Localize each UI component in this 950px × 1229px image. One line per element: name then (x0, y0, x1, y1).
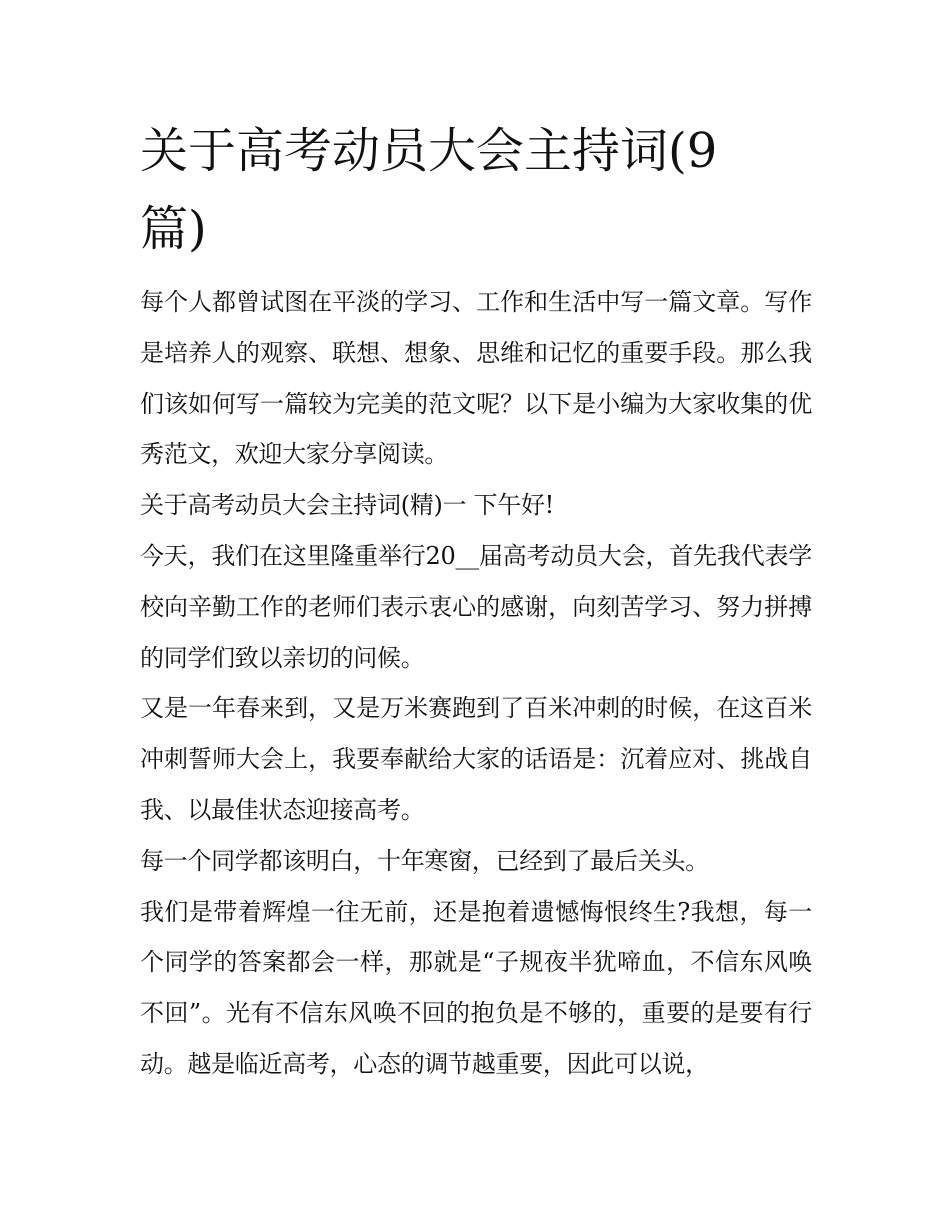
document-body (140, 277, 812, 1090)
paragraph-spring: 又是一年春来到，又是万米赛跑到了百米冲刺的时候，在这百米冲刺誓师大会上，我要奉献给大家的话语是：沉着应对、挑战自我、以最佳状态迎接高考。 (140, 694, 812, 824)
paragraph-heading-greeting: 关于高考动员大会主持词(精)一 下午好! (140, 491, 554, 520)
paragraph-resolve: 我们是带着辉煌一往无前，还是抱着遗憾悔恨终生?我想，每一个同学的答案都会一样，那就是“子规夜半犹啼血，不信东风唤不回”。光有不信东风唤不回的抱负是不够的，重要的是要有行动。越是临近高考，心态的调节越重要，因此可以说， (140, 897, 812, 1078)
paragraph-final-stage: 每一个同学都该明白，十年寒窗，已经到了最后关头。 (140, 846, 709, 875)
document-title: 关于高考动员大会主持词(9篇) (140, 123, 718, 257)
paragraph-intro: 每个人都曾试图在平淡的学习、工作和生活中写一篇文章。写作是培养人的观察、联想、想象、思维和记忆的重要手段。那么我们该如何写一篇较为完美的范文呢？以下是小编为大家收集的优秀范文，欢迎大家分享阅读。 (140, 288, 812, 469)
paragraph-opening: 今天，我们在这里隆重举行20__届高考动员大会，首先我代表学校向辛勤工作的老师们表示衷心的感谢，向刻苦学习、努力拼搏的同学们致以亲切的问候。 (140, 541, 812, 672)
